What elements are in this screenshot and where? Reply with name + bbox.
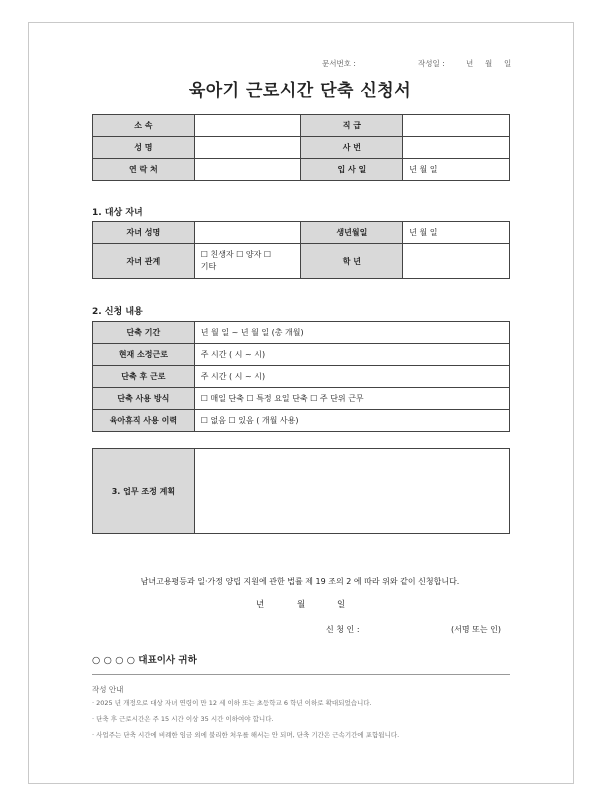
applicant-label: 신 청 인 : <box>326 625 360 634</box>
position-field[interactable] <box>403 115 510 137</box>
birth-date-field[interactable]: 년 월 일 <box>403 222 510 244</box>
relation-other[interactable]: 기타 <box>200 262 217 271</box>
birth-date-label: 생년월일 <box>301 222 403 244</box>
grade-field[interactable] <box>403 244 510 279</box>
current-hours-field[interactable]: 주 시간 ( 시 ~ 시) <box>194 344 509 366</box>
divider <box>92 674 510 675</box>
date-label: 작성일 : <box>418 59 445 68</box>
child-relation-label: 자녀 관계 <box>93 244 195 279</box>
guide-note: · 사업주는 단축 시간에 비례한 임금 외에 불리한 처우를 해서는 안 되며, 단축 기간은 근속기간에 포함됩니다. <box>92 731 400 739</box>
application-table <box>92 321 510 432</box>
join-date-label: 입 사 일 <box>301 159 403 181</box>
work-plan-field[interactable] <box>194 449 509 534</box>
reduced-hours-field[interactable]: 주 시간 ( 시 ~ 시) <box>194 366 509 388</box>
sign-month: 월 <box>297 600 306 610</box>
leave-history-label: 육아휴직 사용 이력 <box>93 410 195 432</box>
section-1-heading: 1. 대상 자녀 <box>92 208 143 218</box>
contact-label: 연 락 처 <box>93 159 195 181</box>
guide-note: · 단축 후 근로시간은 주 15 시간 이상 35 시간 이하여야 합니다. <box>92 715 274 723</box>
contact-field[interactable] <box>194 159 301 181</box>
child-name-field[interactable] <box>194 222 301 244</box>
date-month: 월 <box>485 59 493 68</box>
name-label: 성 명 <box>93 137 195 159</box>
affiliation-field[interactable] <box>194 115 301 137</box>
employee-number-field[interactable] <box>403 137 510 159</box>
affiliation-label: 소 속 <box>93 115 195 137</box>
doc-number-label: 문서번호 : <box>322 59 356 68</box>
employee-number-label: 사 번 <box>301 137 403 159</box>
child-info-table <box>92 221 510 279</box>
position-label: 직 급 <box>301 115 403 137</box>
document-title: 육아기 근로시간 단축 신청서 <box>188 81 412 101</box>
relation-options[interactable]: ☐ 친생자 ☐ 양자 ☐ <box>200 250 272 259</box>
child-name-label: 자녀 성명 <box>93 222 195 244</box>
work-plan-label: 3. 업무 조정 계획 <box>93 449 195 534</box>
name-field[interactable] <box>194 137 301 159</box>
sign-day: 일 <box>337 600 346 610</box>
usage-method-label: 단축 사용 방식 <box>93 388 195 410</box>
period-field[interactable]: 년 월 일 ~ 년 월 일 (총 개월) <box>194 322 509 344</box>
sign-year: 년 <box>256 600 265 610</box>
guide-note: · 2025 년 개정으로 대상 자녀 연령이 만 12 세 이하 또는 초등학교 6 학년 이하로 확대되었습니다. <box>92 699 372 707</box>
join-date-field[interactable]: 년 월 일 <box>403 159 510 181</box>
grade-label: 학 년 <box>301 244 403 279</box>
current-hours-label: 현재 소정근로 <box>93 344 195 366</box>
period-label: 단축 기간 <box>93 322 195 344</box>
work-plan-table <box>92 448 510 534</box>
date-day: 일 <box>504 59 512 68</box>
reduced-hours-label: 단축 후 근로 <box>93 366 195 388</box>
legal-statement: 남녀고용평등과 일·가정 양립 지원에 관한 법률 제 19 조의 2 에 따라 위와 같이 신청합니다. <box>140 577 460 586</box>
date-year: 년 <box>466 59 474 68</box>
recipient-line: ○ ○ ○ ○ 대표이사 귀하 <box>92 655 197 666</box>
guide-title: 작성 안내 <box>92 685 124 694</box>
leave-history-field[interactable]: ☐ 없음 ☐ 있음 ( 개월 사용) <box>194 410 509 432</box>
child-relation-field[interactable] <box>194 244 301 279</box>
personal-info-table <box>92 114 510 181</box>
signature-label: (서명 또는 인) <box>451 625 501 634</box>
usage-method-field[interactable]: ☐ 매일 단축 ☐ 특정 요일 단축 ☐ 주 단위 근무 <box>194 388 509 410</box>
section-2-heading: 2. 신청 내용 <box>92 307 143 317</box>
